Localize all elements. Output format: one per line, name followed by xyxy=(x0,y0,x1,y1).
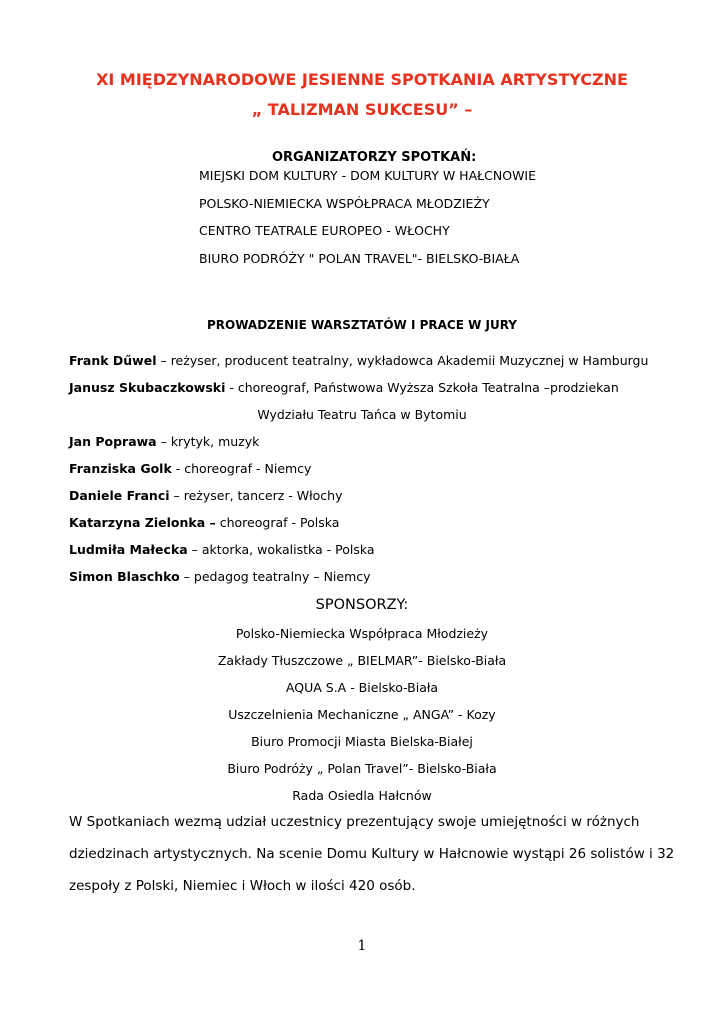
organizer-item: POLSKO-NIEMIECKA WSPÓŁPRACA MŁODZIEŻY xyxy=(199,196,490,211)
body-paragraph-line: dziedzinach artystycznych. Na scenie Domu Kultury w Hałcnowie wystąpi 26 solistów i 32 xyxy=(69,846,675,862)
jury-member-desc: – aktorka, wokalistka - Polska xyxy=(187,542,375,557)
jury-member-desc: - choreograf - Niemcy xyxy=(171,461,312,476)
organizer-item: CENTRO TEATRALE EUROPEO - WŁOCHY xyxy=(199,223,450,238)
organizers-heading: ORGANIZATORZY SPOTKAŃ: xyxy=(272,150,477,165)
jury-member-name: Ludmiła Małecka xyxy=(69,542,188,557)
document-title-line-2: „ TALIZMAN SUKCESU” – xyxy=(251,100,473,119)
jury-member xyxy=(69,380,619,395)
jury-member xyxy=(69,434,259,449)
sponsor-item: Rada Osiedla Hałcnów xyxy=(292,788,432,803)
jury-member xyxy=(69,542,375,557)
sponsor-item: Polsko-Niemiecka Współpraca Młodzieży xyxy=(235,626,489,641)
body-paragraph-line: zespoły z Polski, Niemiec i Włoch w ilości 420 osób. xyxy=(69,878,416,894)
jury-member-name: Jan Poprawa xyxy=(69,434,157,449)
jury-member-name: Simon Blaschko xyxy=(69,569,180,584)
jury-member-desc: choreograf - Polska xyxy=(215,515,340,530)
jury-member-desc: – pedagog teatralny – Niemcy xyxy=(179,569,371,584)
jury-member xyxy=(69,461,311,476)
jury-member-desc: - choreograf, Państwowa Wyższa Szkoła Teatralna –prodziekan xyxy=(225,380,619,395)
jury-member xyxy=(69,488,343,503)
document-title-line-1: XI MIĘDZYNARODOWE JESIENNE SPOTKANIA ARTYSTYCZNE xyxy=(96,70,628,89)
jury-member-desc: – krytyk, muzyk xyxy=(156,434,260,449)
jury-member xyxy=(69,569,371,584)
jury-member-name: Katarzyna Zielonka – xyxy=(69,515,216,530)
sponsor-item: AQUA S.A - Bielsko-Biała xyxy=(285,680,439,695)
organizer-item: BIURO PODRÓŻY " POLAN TRAVEL"- BIELSKO-BIAŁA xyxy=(199,251,520,266)
sponsor-item: Biuro Promocji Miasta Bielska-Białej xyxy=(251,734,473,749)
jury-member-desc: – reżyser, producent teatralny, wykładowca Akademii Muzycznej w Hamburgu xyxy=(156,353,649,368)
jury-member-name: Daniele Franci xyxy=(69,488,170,503)
page-number: 1 xyxy=(357,938,367,954)
jury-member-name: Frank Dűwel xyxy=(69,353,157,368)
jury-member xyxy=(69,515,339,530)
sponsor-item: Zakłady Tłuszczowe „ BIELMAR”- Bielsko-Biała xyxy=(217,653,507,668)
jury-member-desc: – reżyser, tancerz - Włochy xyxy=(169,488,343,503)
sponsor-item: Biuro Podróży „ Polan Travel”- Bielsko-Biała xyxy=(227,761,497,776)
jury-member xyxy=(69,353,648,368)
sponsor-item: Uszczelnienia Mechaniczne „ ANGA” - Kozy xyxy=(228,707,496,722)
sponsors-heading: SPONSORZY: xyxy=(315,597,409,613)
jury-member-name: Janusz Skubaczkowski xyxy=(69,380,226,395)
body-paragraph-line: W Spotkaniach wezmą udział uczestnicy prezentujący swoje umiejętności w różnych xyxy=(69,814,640,830)
jury-member-name: Franziska Golk xyxy=(69,461,172,476)
organizer-item: MIEJSKI DOM KULTURY - DOM KULTURY W HAŁCNOWIE xyxy=(199,168,537,183)
jury-member-desc-continuation: Wydziału Teatru Tańca w Bytomiu xyxy=(257,407,467,422)
jury-heading: PROWADZENIE WARSZTATÓW I PRACE W JURY xyxy=(207,318,517,332)
